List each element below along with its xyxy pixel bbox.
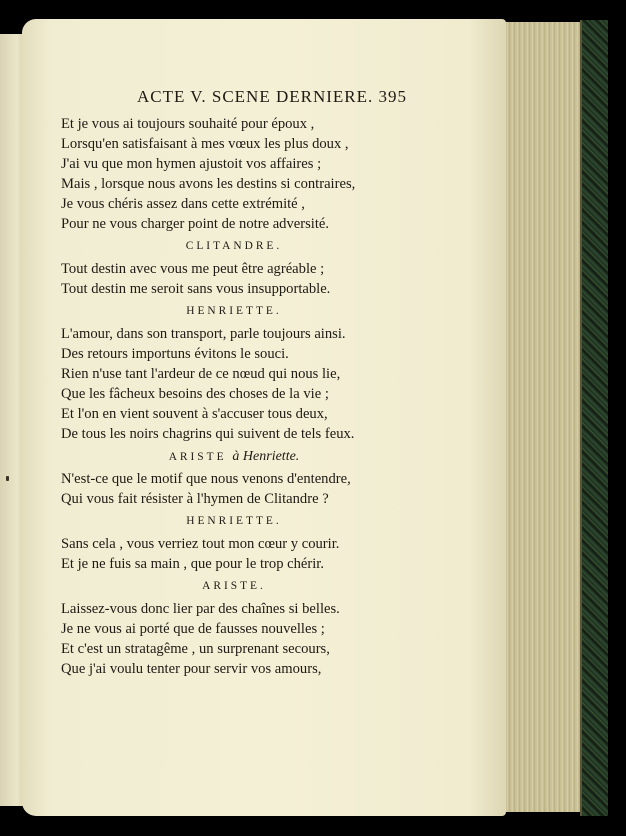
verse-line: Mais , lorsque nous avons les destins si contraires, xyxy=(61,176,356,192)
verse-line: L'amour, dans son transport, parle toujours ainsi. xyxy=(61,326,346,342)
page-text xyxy=(61,85,407,679)
speaker-heading xyxy=(61,444,407,469)
speaker-name: HENRIETTE. xyxy=(186,515,282,527)
verse-line: Je vous chéris assez dans cette extrémité , xyxy=(61,196,305,212)
verse-line: Qui vous fait résister à l'hymen de Clitandre ? xyxy=(61,491,329,507)
verse-line: N'est-ce que le motif que nous venons d'entendre, xyxy=(61,471,351,487)
verse-line: Et c'est un stratagême , un surprenant secours, xyxy=(61,641,330,657)
running-head: ACTE V. SCENE DERNIERE. 395 xyxy=(136,87,407,106)
verse-line: Et l'on en vient souvent à s'accuser tous deux, xyxy=(61,406,328,422)
verse-line: Je ne vous ai porté que de fausses nouvelles ; xyxy=(61,621,325,637)
verse-line: Que les fâcheux besoins des choses de la vie ; xyxy=(61,386,329,402)
book-fore-edge xyxy=(496,22,588,812)
verse-line: Sans cela , vous verriez tout mon cœur y courir. xyxy=(61,536,340,552)
verse-line: Tout destin avec vous me peut être agréable ; xyxy=(61,261,325,277)
verse-line: Des retours importuns évitons le souci. xyxy=(61,346,289,362)
speaker-name: HENRIETTE. xyxy=(186,305,282,317)
verse-line: Rien n'use tant l'ardeur de ce nœud qui nous lie, xyxy=(61,366,341,382)
verse-line: J'ai vu que mon hymen ajustoit vos affaires ; xyxy=(61,156,322,172)
speaker-name: ARISTE. xyxy=(202,580,266,592)
verse-line: Tout destin me seroit sans vous insupportable. xyxy=(61,281,331,297)
verse-line: Et je ne fuis sa main , que pour le trop chérir. xyxy=(61,556,325,572)
speaker-name: ARISTE xyxy=(168,451,227,463)
page-mark xyxy=(6,476,9,481)
speaker-name: CLITANDRE. xyxy=(185,240,283,252)
verse-line: Et je vous ai toujours souhaité pour époux , xyxy=(61,116,315,132)
verse-line: Laissez-vous donc lier par des chaînes si belles. xyxy=(61,601,340,617)
verse-line: Lorsqu'en satisfaisant à mes vœux les plus doux , xyxy=(61,136,349,152)
verse-line: De tous les noirs chagrins qui suivent de tels feux. xyxy=(61,426,355,442)
stage-direction: à Henriette. xyxy=(232,449,300,464)
verse-line: Pour ne vous charger point de notre adversité. xyxy=(61,216,330,232)
book-cover-edge xyxy=(580,20,608,816)
verse-line: Que j'ai voulu tenter pour servir vos amours, xyxy=(61,661,322,677)
